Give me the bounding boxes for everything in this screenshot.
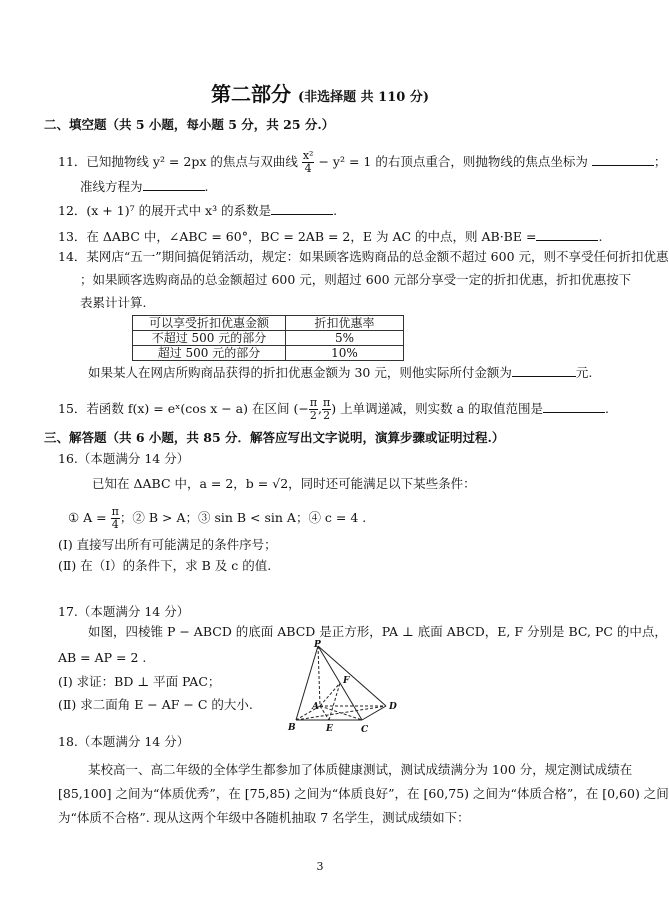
q15-frac1-num: π (309, 396, 318, 409)
q16-frac-den: 4 (111, 518, 119, 531)
title-main: 第二部分 (211, 82, 291, 106)
q11-text-c: ； (653, 154, 667, 169)
q16-fraction (111, 506, 120, 531)
question-18-head: 18.（本题满分 14 分） (58, 734, 190, 749)
q16-text-l2b: ；② B > A；③ sin B < sin A；④ c = 4 . (119, 510, 367, 525)
answer-blank[interactable] (543, 400, 605, 413)
question-15 (58, 397, 609, 422)
question-16-conditions (68, 506, 366, 531)
question-16-line1: 已知在 ΔABC 中，a = 2，b = √2，同时还可能满足以下某些条件： (92, 476, 476, 491)
table-cell: 10% (286, 346, 404, 361)
answer-blank[interactable] (536, 228, 598, 241)
answer-blank[interactable] (512, 364, 576, 377)
q15-frac2-den: 2 (323, 409, 331, 422)
discount-table (132, 315, 404, 361)
question-16-part2: (Ⅱ) 在（Ⅰ）的条件下，求 B 及 c 的值. (58, 558, 272, 573)
table-header: 可以享受折扣优惠金额 (133, 316, 286, 331)
edge-BD (296, 706, 386, 720)
question-13 (58, 228, 602, 245)
q15-fraction-1 (309, 397, 318, 422)
question-17-head: 17.（本题满分 14 分） (58, 604, 190, 619)
question-18-line3: 为“体质不合格”. 现从这两个年级中各随机抽取 7 名学生，测试成绩如下： (58, 810, 470, 825)
label-F: F (343, 676, 350, 686)
q16-frac-num: π (111, 505, 119, 518)
question-16-head: 16.（本题满分 14 分） (58, 451, 190, 466)
q15-frac1-den: 2 (309, 409, 317, 422)
table-cell: 5% (286, 331, 404, 346)
edge-PA (318, 646, 320, 706)
question-11-line1 (58, 150, 666, 175)
page-title (0, 78, 640, 107)
q15-text-mid: , (318, 401, 323, 416)
answer-blank[interactable] (271, 202, 333, 215)
answer-blank[interactable] (143, 178, 205, 191)
label-B: B (288, 723, 296, 733)
question-12 (58, 202, 337, 219)
question-18-line1: 某校高一、高二年级的全体学生都参加了体质健康测试，测试成绩满分为 100 分，规定测试成绩在 (88, 762, 633, 777)
table-header: 折扣优惠率 (286, 316, 404, 331)
question-14-line1: 14．某网店“五一”期间搞促销活动，规定：如果顾客选购商品的总金额不超过 600 元，则不享受任何折扣优惠 (58, 249, 669, 264)
q11-fraction (302, 150, 315, 175)
q14-text-l4b: 元. (575, 365, 593, 380)
q15-text-a: 15．若函数 f(x) = eˣ(cos x − a) 在区间 (− (58, 401, 309, 416)
question-17-part2: (Ⅱ) 求二面角 E − AF − C 的大小. (58, 697, 253, 712)
question-17-line2: AB = AP = 2 . (58, 650, 147, 665)
q11-text-e: . (204, 179, 209, 194)
q12-text-a: 12．(x + 1)⁷ 的展开式中 x³ 的系数是 (58, 203, 272, 218)
answer-blank[interactable] (592, 153, 654, 166)
q14-text-l4: 如果某人在网店所购商品获得的折扣优惠金额为 30 元，则他实际所付金额为 (88, 365, 512, 380)
q15-text-c: . (605, 401, 609, 416)
edge-CD (362, 706, 386, 720)
q15-fraction-2 (322, 397, 331, 422)
table-header-row (133, 316, 404, 331)
question-14-line2: ；如果顾客选购商品的总金额超过 600 元，则超过 600 元部分享受一定的折扣优惠，折扣优惠按下 (80, 272, 632, 287)
title-sub: (非选择题 共 110 分) (297, 90, 429, 105)
q11-text-d: 准线方程为 (80, 179, 143, 194)
q11-text-b: − y² = 1 的右顶点重合，则抛物线的焦点坐标为 (318, 154, 588, 169)
label-E: E (326, 724, 333, 734)
q13-text-a: 13．在 ΔABC 中，∠ABC = 60°，BC = 2AB = 2，E 为 AC 的中点，则 AB·BE = (58, 229, 537, 244)
table-row (133, 346, 404, 361)
q12-text-b: . (333, 203, 338, 218)
question-16-part1: (Ⅰ) 直接写出所有可能满足的条件序号； (58, 537, 277, 552)
label-P: P (314, 640, 321, 650)
label-C: C (361, 725, 369, 735)
q11-frac-num: x² (302, 149, 314, 162)
table-cell: 不超过 500 元的部分 (133, 331, 286, 346)
q11-frac-den: 4 (304, 162, 312, 175)
label-A: A (312, 702, 319, 712)
q16-text-l2a: ① A = (68, 510, 107, 525)
q11-text-a: 11．已知抛物线 y² = 2px 的焦点与双曲线 (58, 154, 298, 169)
question-18-line2: [85,100] 之间为“体质优秀”，在 [75,85) 之间为“体质良好”，在 [60,75) 之间为“体质合格”，在 [0,60) 之间 (58, 786, 669, 801)
page-number: 3 (316, 860, 324, 873)
q15-frac2-num: π (323, 396, 331, 409)
section-fill-in: 二、填空题（共 5 小题，每小题 5 分，共 25 分.） (44, 117, 335, 132)
pyramid-figure (286, 640, 402, 736)
q15-text-b: ) 上单调递减，则实数 a 的取值范围是 (331, 401, 544, 416)
question-14-line4 (88, 364, 592, 381)
question-11-line2 (80, 178, 209, 195)
question-14-line3: 表累计计算. (80, 295, 147, 310)
section-solutions: 三、解答题（共 6 小题，共 85 分．解答应写出文字说明，演算步骤或证明过程.） (44, 430, 505, 445)
question-17-line1: 如图，四棱锥 P − ABCD 的底面 ABCD 是正方形，PA ⊥ 底面 ABCD，E, F 分别是 BC, PC 的中点， (88, 624, 667, 639)
table-cell: 超过 500 元的部分 (133, 346, 286, 361)
table-row (133, 331, 404, 346)
question-17-part1: (Ⅰ) 求证：BD ⊥ 平面 PAC； (58, 674, 221, 689)
q13-text-b: . (598, 229, 603, 244)
label-D: D (389, 702, 397, 712)
